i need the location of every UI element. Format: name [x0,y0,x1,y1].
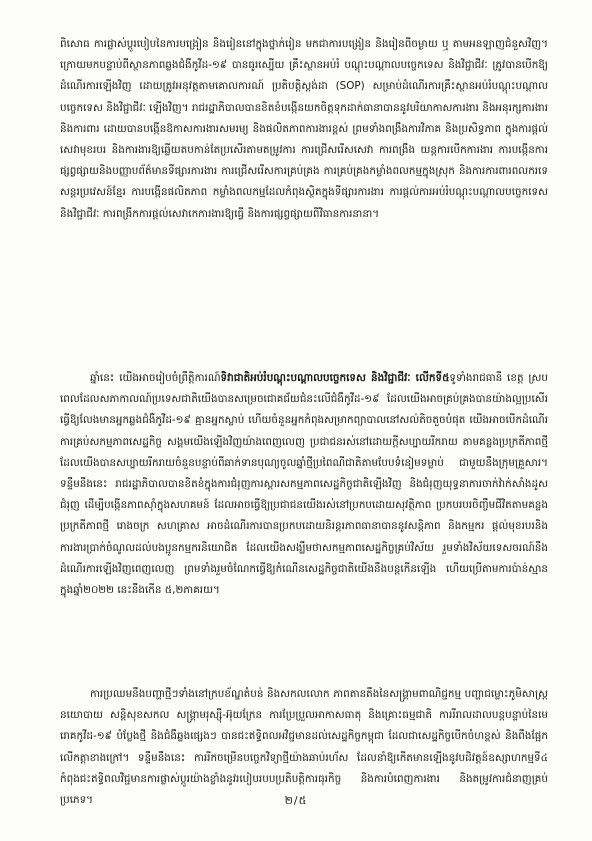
paragraph-1: ពិសោធ ការផ្លាស់ប្ដូរបៀបនៃការបង្រៀន និងរៀននៅក្នុងថ្នាក់រៀន មកជាការបង្រៀន និងរៀនពីចម្ងាយ ឬ តាមអនឡាញជំនួសវិញ។ ក្រោយមកបន្ទាប់ពីស្ថានភាពឆ្លងជំងឺកូវីដ-១៩ បានធូរស្បើយ គ្រឹះស្ថានអប់រំ បណ្តុះបណ្តាលបច្ចេកទេស និងវិជ្ជាជីវៈ ត្រូវបានបើកឱ្យដំណើរការឡើងវិញ ដោយត្រូវអនុវត្តតាមគោលការណ៍ ប្រតិបត្តិស្តង់ដា (SOP) សម្រាប់ដំណើរការគ្រឹះស្ថានអប់រំបណ្តុះបណ្តាលបច្ចេកទេស និងវិជ្ជាជីវៈ ឡើងវិញ។ រាជរដ្ឋាភិបាលបានខិតខំបង្កើនយកចិត្តទុកដាក់ធានាបាននូវបរិយាកាសការងារ និងអនុរក្សការងារ និងការពារ ដោយបានបង្កើនឱកាសការងារសមរម្យ និងផលិតភាពការងារខ្ពស់ ព្រមទាំងពង្រឹងការវិភាគ និងប្រសិទ្ធភាព ក្នុងការផ្តល់សេវាមុខរបរ និងការងារឱ្យឆ្លើយតបកាន់តែប្រសើរតាមតម្រូវការ ការជ្រើសរើសសេវា ការពង្រឹង យន្តការបើកការងារ ការបង្កើនការផ្សព្វផ្សាយនិងបញ្ញាបព័ត៌មានទីផ្សារការងារ ការជ្រើសរើសការគ្រប់គ្រង ការគ្រប់គ្រងកម្លាំងពលកម្មក្នុងស្រុក និងការការពារពលករទេសន្តរប្រវេសន៍ខ្មែរ ការបង្កើនផលិតភាព កម្លាំងពលកម្មដែលកំពុងស្ថិតក្នុងទីផ្សារការងារ ការផ្តល់ការអប់រំបណ្តុះបណ្តាលបច្ចេកទេស និងវិជ្ជាជីវៈ ការពង្រីកការផ្តល់សេវាកេការងារឱ្យធ្វើ និងការផ្សព្វផ្សាយពីវិធានការនានា។ [60,38,548,220]
document-body [60,34,548,806]
paragraph-2-intro: ឆ្នាំនេះ យើងអាចរៀបចំព្រឹត្តិការណ៍ [90,372,221,384]
paragraph-3: ការប្រឈមនឹងបញ្ហាថ្មីៗទាំងនៅក្របខ័ណ្ឌតំបន់ និងសកលលោក ភាពតានតឹងនៃសង្គ្រាមពាណិជ្ជកម្ម បញ្ហាជម្លោះភូមិសាស្ត្រនយោបាយ សន្តិសុខសកល សង្គ្រាមរុស្ស៊ី-អ៊ុយក្រែន ការប្រែប្រួលអាកាសធាតុ និងគ្រោះធម្មជាតិ ការរីរាលដាលបន្តបន្ទាប់នៃមេរោគកូវីដ-១៩ បំប្លែងថ្មី និងជំងឺឆ្លងផ្សេងៗ បានជះឥទ្ធិពលអវិជ្ជមានដល់សេដ្ឋកិច្ចកម្ពុជា ដែលជាសេដ្ឋកិច្ចបើកចំហខ្ពស់ និងពឹងផ្អែកលើកត្តាខាងក្រៅ។ ទន្ទឹមនឹងនេះ ការរីកចម្រើនបច្ចេកវិទ្យាថ្មីយ៉ាងឆាប់រហ័ស ដែលនាំឱ្យកើតមានឡើងនូវបដិវត្តន៍ឧស្សាហកម្មទី៤ កំពុងជះឥទ្ធិពលវិជ្ជមានការផ្លាស់ប្តូរយ៉ាងខ្លាំងនូវរបៀបរបបប្រតិបត្តិការធុរកិច្ច និងការបំពេញការងារ និងតម្រូវការជំនាញគ្រប់ប្រភេទ។ [60,688,548,807]
paragraph-2-body: ទូទាំងរាជធានី ខេត្ត ស្របពេលដែលសភាកាលណ៍ប្រទេសជាតិយើងបានសម្រេចជោគជ័យជំនះលើជំងឺកូវីដ-១៩ ដែលយើងអាចគ្រប់គ្រងបានយ៉ាងល្អប្រសើរធ្វើឱ្យលែងមានអ្នកឆ្លងជំងឺកូវីដ-១៩ គ្មានអ្នកស្លាប់ ហើយចំនួនអ្នកកំពុងសម្រាកព្យាបាលនៅសល់តិចតួចបំផុត យើងអាចបើកដំណើរការគ្រប់សកម្មភាពសេដ្ឋកិច្ច សង្គមយើងឡើងវិញយ៉ាងពេញលេញ ប្រជាជនរស់នៅដោយក្ដីសប្បាយរីករាយ តាមគន្លងប្រក្រតីភាពថ្មី ដែលយើងបានសប្បាយរីករាយចំនួនបន្ទាប់ពីឆាក់ទានបុណ្យចូលឆ្នាំថ្មីប្រពៃណីជាតិតាមបែបទំនៀមទម្លាប់ ជាមួយនឹងក្រុមគ្រួសារ។ ទន្ទឹមនឹងនេះ រាជរដ្ឋាភិបាលបានខិតខំក្នុងការជំរុញការស្តារសកម្មភាពសេដ្ឋកិច្ចជាតិឡើងវិញ និងជំរុញយុទ្ធនាការចាក់វ៉ាក់សាំងដូសជំរុញ ដើម្បីបង្កើនភាពស៊ាំក្នុងសហគមន៍ ដែលអាចធ្វើឱ្យប្រជាជនយើងរស់នៅប្រកបដោយសុវត្ថិភាព ប្រកបរបរចិញ្ចឹមជីវិតតាមគន្លងប្រក្រតីភាពថ្មី រោងចក្រ សហគ្រាស អាចដំណើរការបានប្រកបដោយនិរន្តរភាពធានាបាននូវសន្តិភាព និងកម្មករ ផ្តល់មុខរបរនិងការងារប្រាក់ចំណូលដល់បងប្អូនកម្មករនិយោជិត ដែលយើងសង្ឃឹមថាសកម្មភាពសេដ្ឋកិច្ចគ្រប់វិស័យ រួមទាំងវិស័យទេសចរណ៍នឹងដំណើរការឡើងវិញពេញលេញ ព្រមទាំងរួមចំណែកធ្វើឱ្យកំណើនសេដ្ឋកិច្ចជាតិយើងនឹងបន្តកើនឡើង ហើយប្រើតាមការប៉ាន់ស្មានក្នុងឆ្នាំ២០២២ នេះនឹងកើន ៥,២ភាគរយ។ [60,372,548,597]
page-number: ២/៥ [284,794,308,807]
paragraph-2 [60,368,548,670]
paragraph-2-event-title: ទិវាជាតិអប់រំបណ្តុះបណ្តាលបច្ចេកទេស និងវិជ្ជាជីវៈ លើកទី៥ [220,372,450,384]
